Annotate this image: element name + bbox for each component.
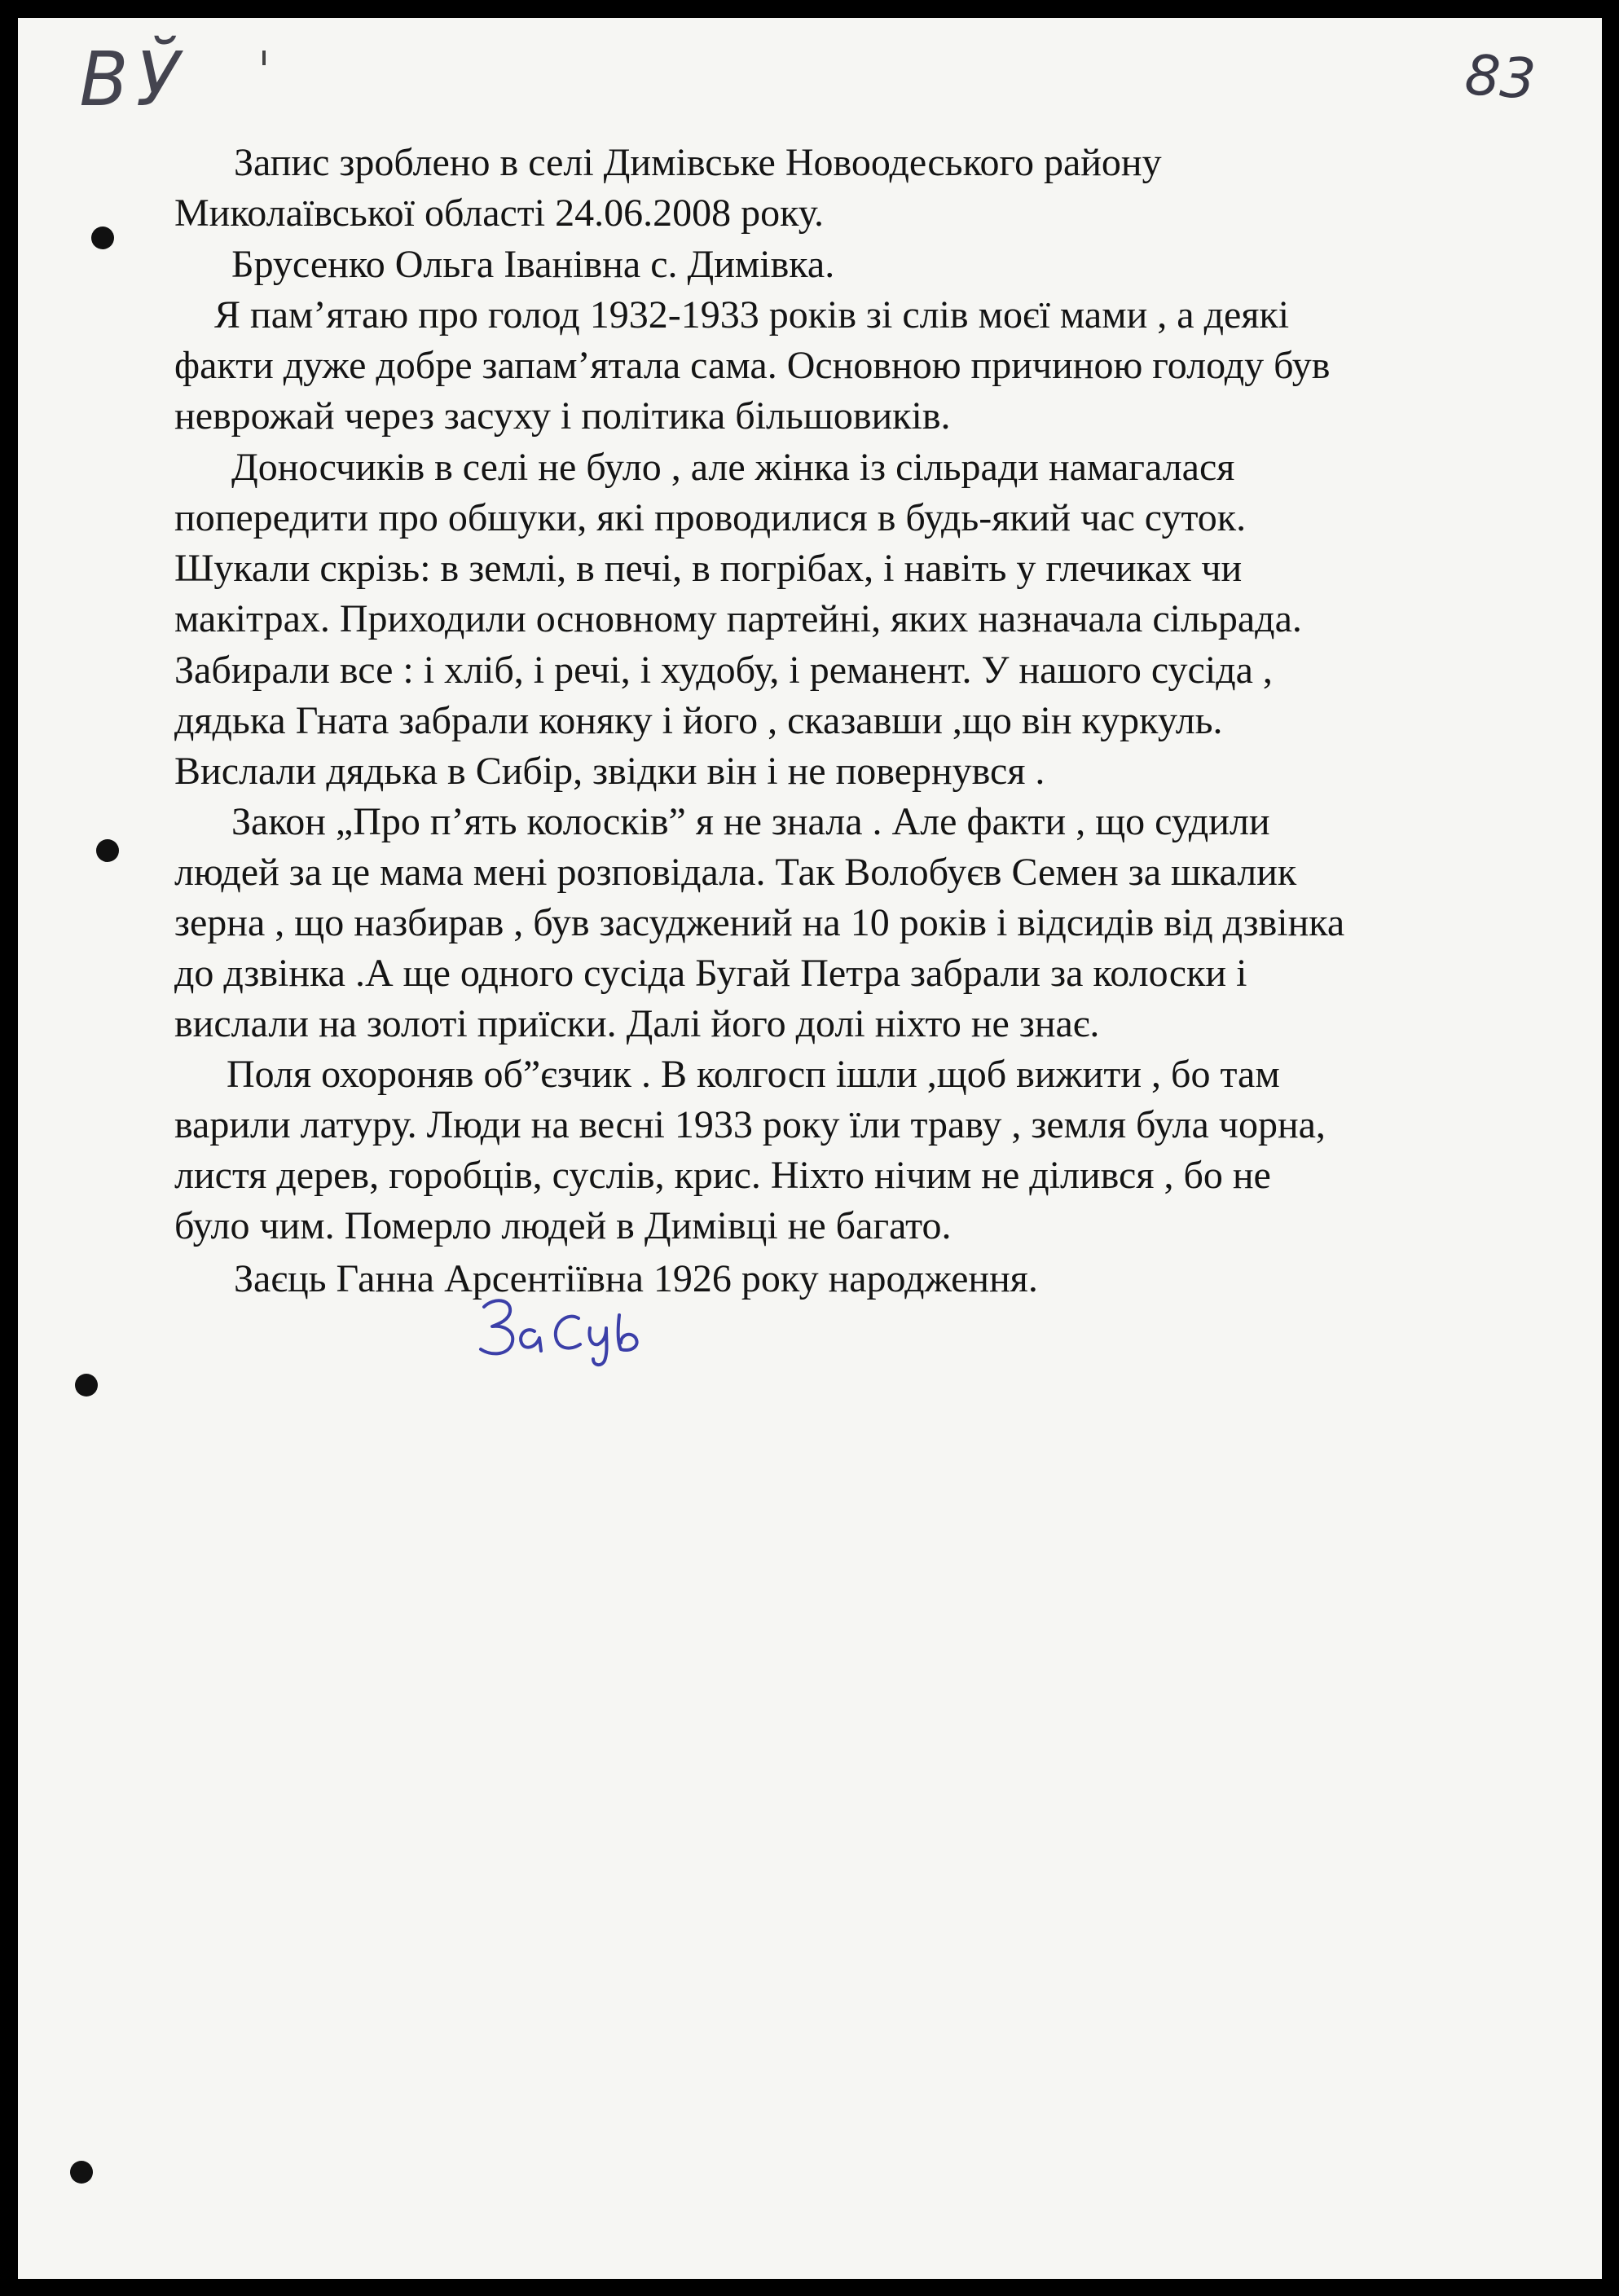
text-line: факти дуже добре запам’ятала сама. Основною причиною голоду був [174,344,1331,387]
document-page [18,18,1602,2279]
text-line: зерна , що назбирав , був засуджений на 10 років і відсидів від дзвінка [174,901,1345,944]
text-line: Я пам’ятаю про голод 1932-1933 років зі слів моєї мами , а деякі [214,293,1290,336]
punch-hole-icon [75,1374,98,1397]
text-line: попередити про обшуки, які проводилися в будь-який час суток. [174,496,1247,539]
text-line: Вислали дядька в Сибір, звідки він і не повернувся . [174,750,1045,793]
text-line: неврожай через засуху і політика більшовиків. [174,394,951,438]
pencil-tick-mark [262,51,266,65]
text-line: дядька Гната забрали коняку і його , сказавши ,що він куркуль. [174,699,1223,742]
text-line: Шукали скрізь: в землі, в печі, в погрібах, і навіть у глечиках чи [174,547,1243,590]
handwritten-page-number: 83 [1463,43,1538,112]
text-line: Забирали все : і хліб, і речі, і худобу, і реманент. У нашого сусіда , [174,649,1273,692]
text-line: листя дерев, горобців, суслів, крис. Ніхто нічим не ділився , бо не [174,1154,1271,1197]
punch-hole-icon [91,227,114,249]
handwritten-signature [474,1281,719,1370]
text-line: Закон „Про п’ять колосків” я не знала . Але факти , що судили [231,800,1270,843]
text-line: Заєць Ганна Арсентіївна 1926 року народження. [234,1257,1038,1300]
text-line: до дзвінка .А ще одного сусіда Бугай Петра забрали за колоски і [174,952,1247,995]
text-line: Доносчиків в селі не було , але жінка із сільради намагалася [231,446,1235,489]
text-line: людей за це мама мені розповідала. Так Волобуєв Семен за шкалик [174,851,1297,894]
text-line: Миколаївської області 24.06.2008 року. [174,191,824,235]
text-line: вислали на золоті приїски. Далі його долі ніхто не знає. [174,1002,1100,1045]
handwritten-archive-mark: ВЎ [79,36,187,123]
text-line: Брусенко Ольга Іванівна с. Димівка. [231,243,835,286]
text-line: було чим. Померло людей в Димівці не багато. [174,1204,952,1247]
text-line: Запис зроблено в селі Димівське Новоодеського району [234,141,1162,184]
text-line: Поля охороняв об”єзчик . В колгосп ішли ,щоб вижити , бо там [227,1053,1280,1096]
text-line: варили латуру. Люди на весні 1933 року їли траву , земля була чорна, [174,1103,1326,1146]
punch-hole-icon [96,839,119,862]
text-line: макітрах. Приходили основному партейні, яких назначала сільрада. [174,597,1302,640]
punch-hole-icon [70,2161,93,2184]
